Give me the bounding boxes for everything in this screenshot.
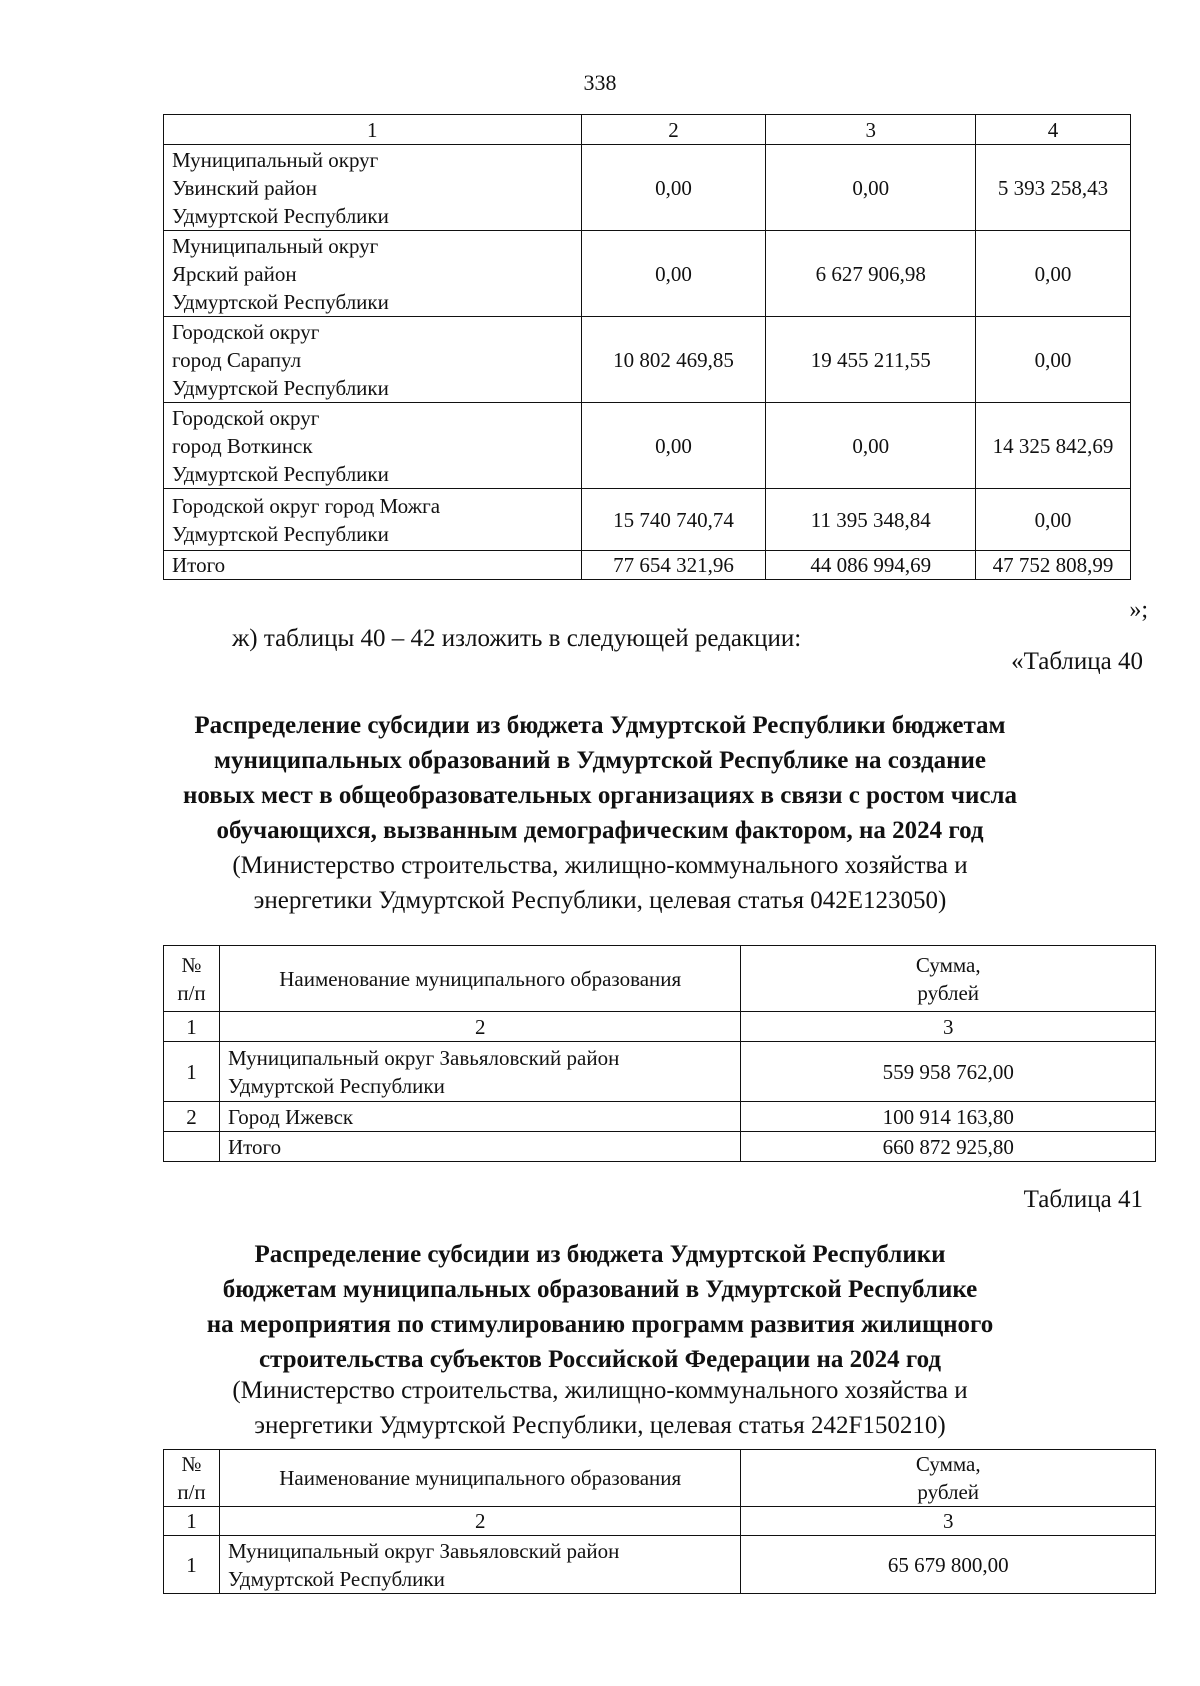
amount-cell: 559 958 762,00 [741,1042,1156,1102]
total-row [164,1132,1156,1162]
amendment-text: ж) таблицы 40 – 42 изложить в следующей редакции: [232,625,802,652]
total-row [164,551,1131,580]
table-40 [163,945,1156,1162]
closing-quote: »; [1129,597,1148,623]
municipality-name: Муниципальный округ Увинский район Удмуртской Республики [164,145,582,231]
column-index: 3 [741,1012,1156,1042]
table-row [164,317,1131,403]
sum-header: Сумма, рублей [741,1450,1156,1507]
table-header-row [164,1450,1156,1507]
amount-cell: 0,00 [581,403,766,489]
row-number: 1 [164,1042,220,1102]
municipality-name: Муниципальный округ Завьяловский район Удмуртской Республики [219,1536,740,1594]
column-index: 1 [164,1012,220,1042]
total-label: Итого [164,551,582,580]
amount-cell: 65 679 800,00 [741,1536,1156,1594]
amount-cell: 0,00 [581,231,766,317]
amount-cell: 15 740 740,74 [581,489,766,551]
column-index: 2 [219,1012,740,1042]
amount-cell: 0,00 [581,145,766,231]
index-row [164,1507,1156,1536]
column-index: 4 [976,115,1131,145]
amount-cell: 0,00 [976,489,1131,551]
continued-table [163,114,1131,580]
total-amount: 47 752 808,99 [976,551,1131,580]
column-index: 2 [219,1507,740,1536]
amount-cell: 11 395 348,84 [766,489,976,551]
page-number: 338 [583,70,617,95]
total-amount: 44 086 994,69 [766,551,976,580]
row-number: 2 [164,1102,220,1132]
amount-cell: 0,00 [766,145,976,231]
table-40-label: «Таблица 40 [1011,648,1143,675]
table-row [164,231,1131,317]
table-41 [163,1449,1156,1594]
sum-header: Сумма, рублей [741,946,1156,1012]
table-row [164,1042,1156,1102]
table-40-subheading: (Министерство строительства, жилищно-коммунального хозяйства и энергетики Удмуртской Республики, целевая статья 042E123050) [232,852,968,914]
column-index: 1 [164,115,582,145]
column-index: 3 [766,115,976,145]
amount-cell: 10 802 469,85 [581,317,766,403]
name-header: Наименование муниципального образования [219,1450,740,1507]
amount-cell: 0,00 [766,403,976,489]
name-header: Наименование муниципального образования [219,946,740,1012]
municipality-name: Городской округ город Воткинск Удмуртской Республики [164,403,582,489]
amount-cell: 0,00 [976,317,1131,403]
column-index: 3 [741,1507,1156,1536]
column-index: 1 [164,1507,220,1536]
municipality-name: Городской округ город Можга Удмуртской Республики [164,489,582,551]
amount-cell: 6 627 906,98 [766,231,976,317]
number-header: № п/п [164,946,220,1012]
amount-cell: 19 455 211,55 [766,317,976,403]
amount-cell: 0,00 [976,231,1131,317]
table-header-row [164,946,1156,1012]
municipality-name: Городской округ город Сарапул Удмуртской Республики [164,317,582,403]
amount-cell: 14 325 842,69 [976,403,1131,489]
municipality-name: Город Ижевск [219,1102,740,1132]
table-40-heading: Распределение субсидии из бюджета Удмуртской Республики бюджетам муниципальных образований в Удмуртской Республике на создание новых мест в общеобразовательных организациях в связи с ростом числа обучающихся, вызванным демографическим фактором, на 2024 год [182,712,1018,844]
row-number: 1 [164,1536,220,1594]
amount-cell: 5 393 258,43 [976,145,1131,231]
table-41-heading: Распределение субсидии из бюджета Удмуртской Республики бюджетам муниципальных образований в Удмуртской Республике на мероприятия по стимулированию программ развития жилищного строительства субъектов Российской Федерации на 2024 год [206,1241,994,1373]
amount-cell: 100 914 163,80 [741,1102,1156,1132]
column-index: 2 [581,115,766,145]
table-row [164,145,1131,231]
municipality-name: Муниципальный округ Завьяловский район Удмуртской Республики [219,1042,740,1102]
municipality-name: Муниципальный округ Ярский район Удмуртской Республики [164,231,582,317]
total-label: Итого [219,1132,740,1162]
index-row [164,1012,1156,1042]
table-row [164,1102,1156,1132]
number-header: № п/п [164,1450,220,1507]
table-row [164,489,1131,551]
table-row [164,403,1131,489]
table-41-subheading: (Министерство строительства, жилищно-коммунального хозяйства и энергетики Удмуртской Республики, целевая статья 242F150210) [232,1377,968,1439]
table-row [164,1536,1156,1594]
total-amount: 77 654 321,96 [581,551,766,580]
table-header-row [164,115,1131,145]
table-41-label: Таблица 41 [1023,1186,1143,1213]
row-number-empty [164,1132,220,1162]
total-amount: 660 872 925,80 [741,1132,1156,1162]
